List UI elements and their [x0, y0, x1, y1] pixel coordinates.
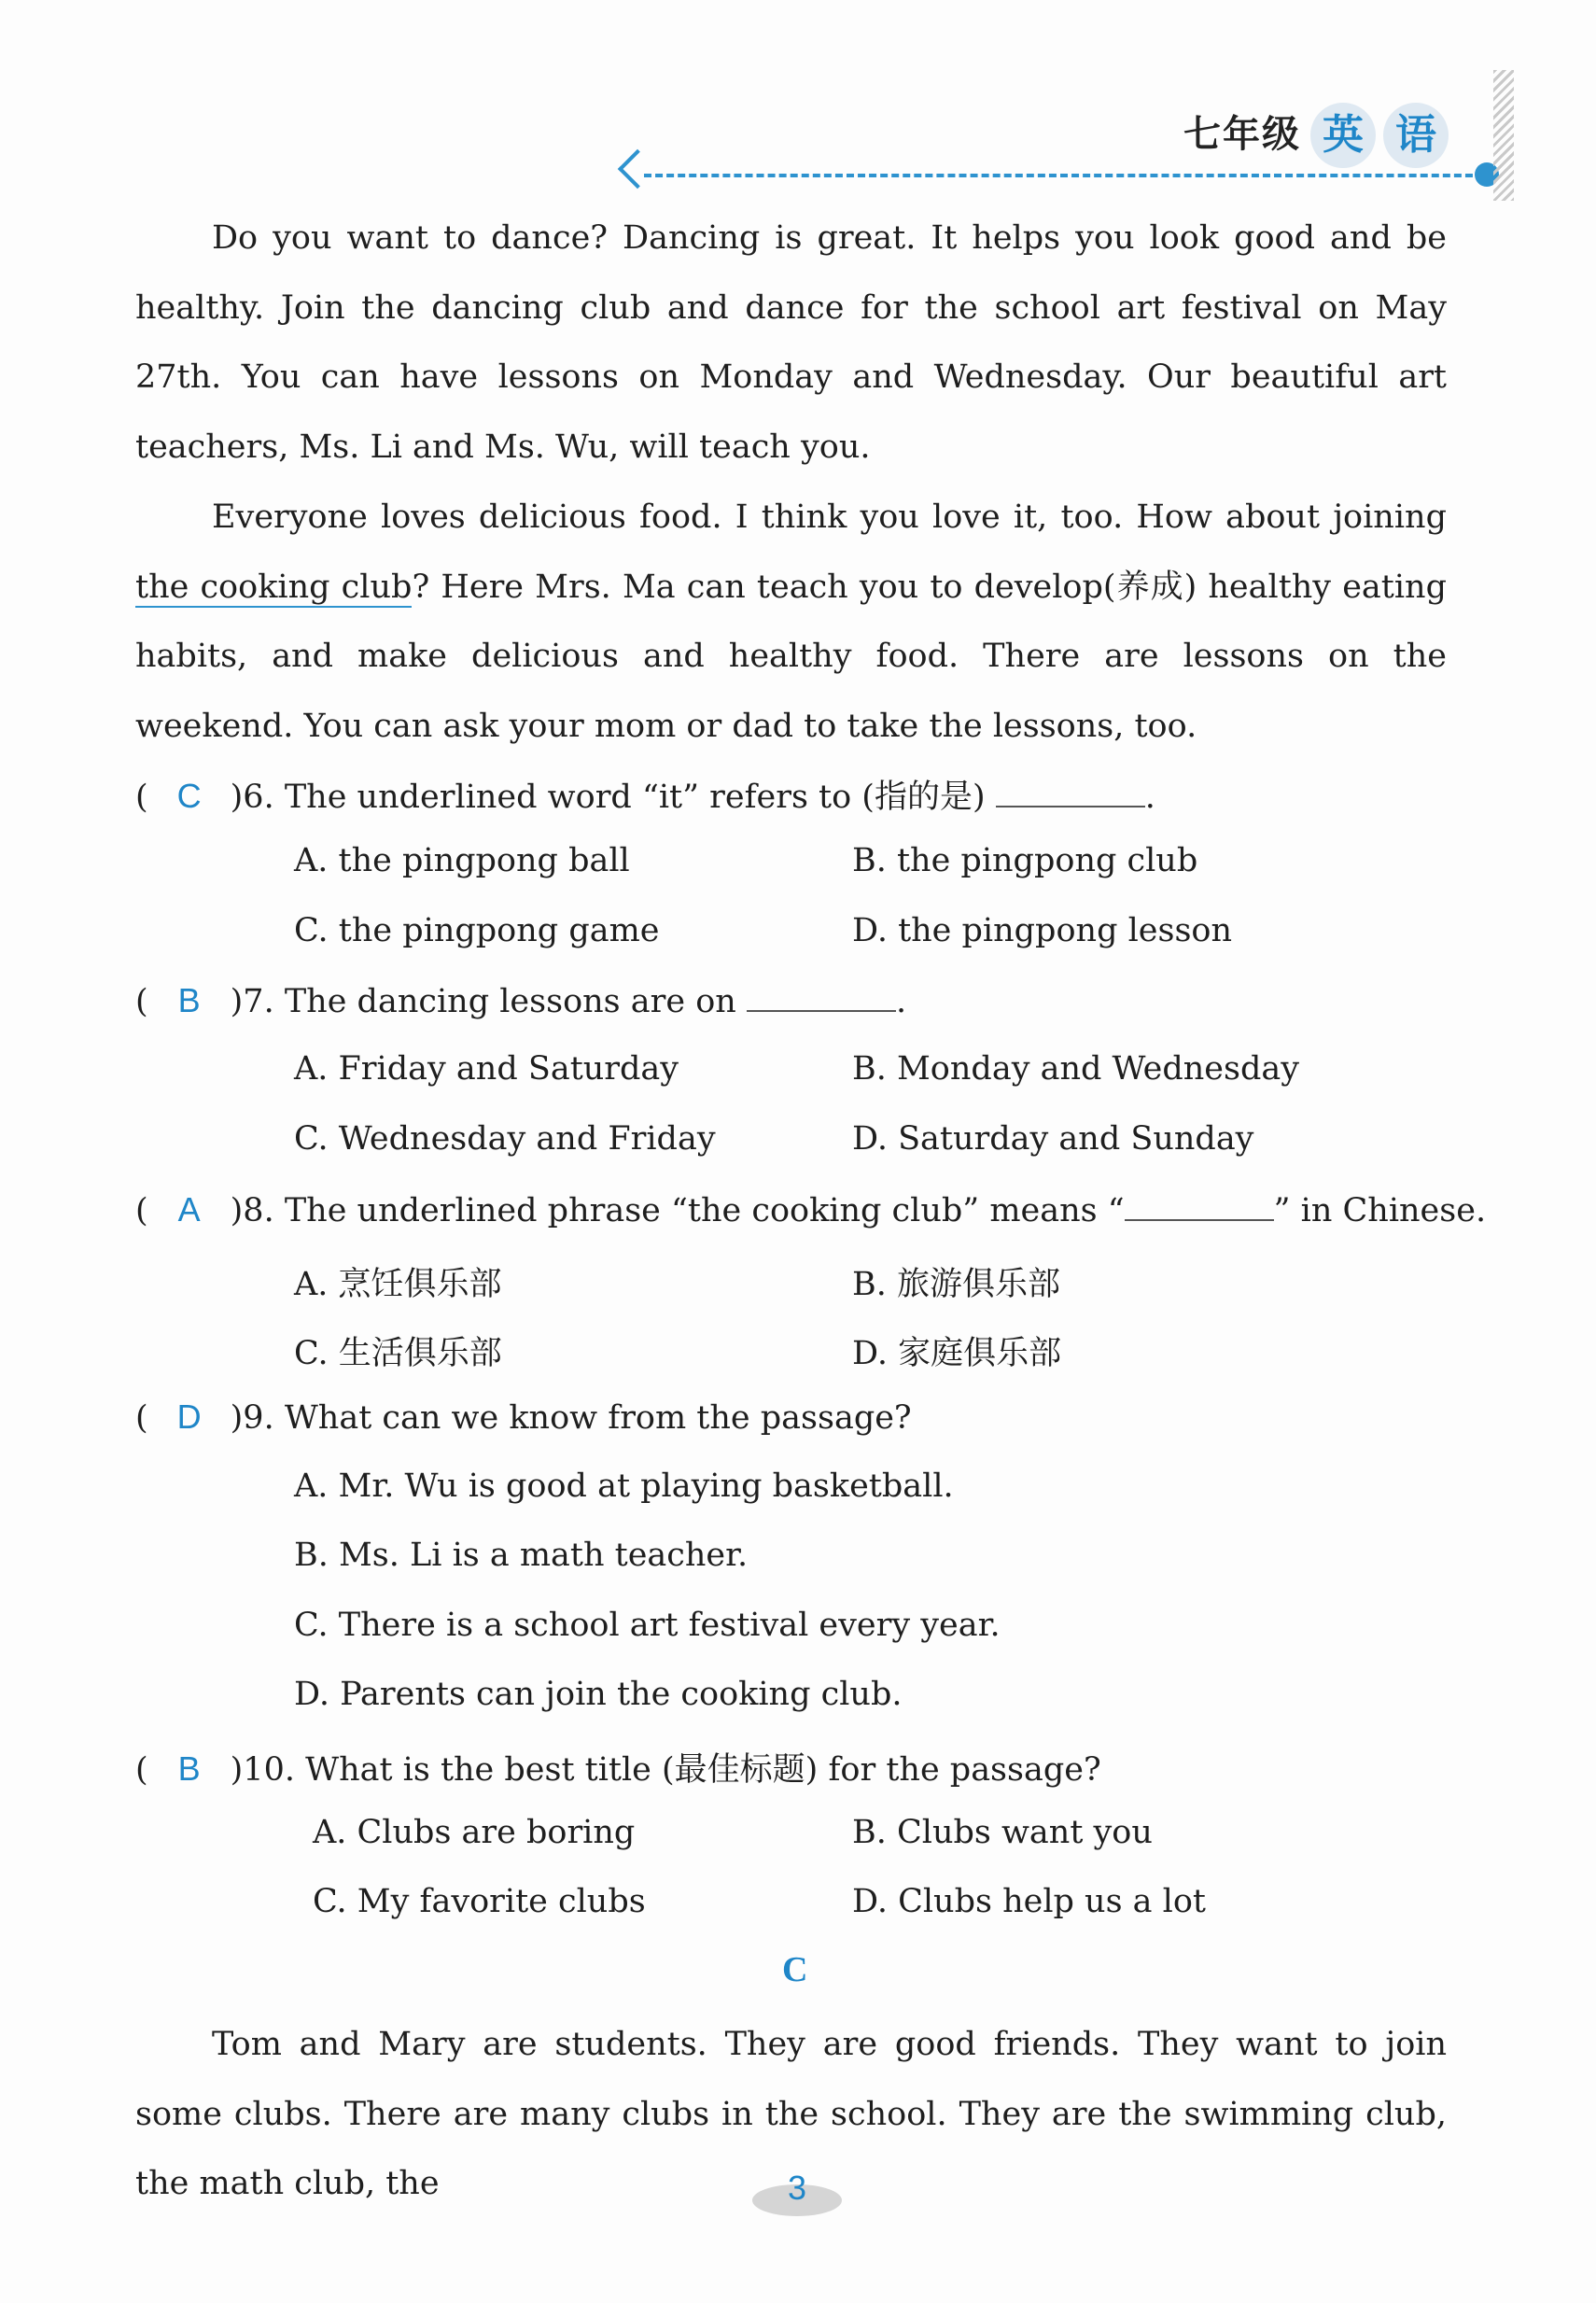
answer-blank: [1125, 1189, 1274, 1221]
option-b: B. Ms. Li is a math teacher.: [294, 1537, 749, 1574]
paren-open: (: [135, 1399, 148, 1437]
option-c: C. My favorite clubs: [313, 1883, 646, 1920]
header-arrow-icon: [618, 149, 657, 189]
question-10: [135, 1744, 1101, 1790]
answer-blank: [747, 980, 896, 1012]
option-c: C. There is a school art festival every year.: [294, 1607, 1001, 1644]
question-9: [135, 1397, 912, 1437]
paragraph-text-end: ? Here Mrs. Ma can teach you to develop(养成) healthy eating habits, and make delicious and healthy food. There are lessons on the weekend. You can ask your mom or dad to take the lessons, too.: [135, 568, 1447, 745]
option-b: B. Clubs want you: [852, 1814, 1153, 1851]
option-a: A. 烹饪俱乐部: [294, 1266, 502, 1303]
underlined-phrase: the cooking club: [135, 568, 413, 606]
option-c: C. Wednesday and Friday: [294, 1120, 716, 1158]
passage-paragraph-cooking: [135, 483, 1447, 761]
option-d: D. Parents can join the cooking club.: [294, 1676, 903, 1713]
paren-open: (: [135, 779, 148, 816]
option-d: D. 家庭俱乐部: [852, 1335, 1062, 1372]
question-stem: )7. The dancing lessons are on: [230, 983, 747, 1020]
answer-letter: B: [177, 1749, 201, 1788]
question-stem: )9. What can we know from the passage?: [230, 1399, 912, 1437]
header-grade: 七年级: [1183, 113, 1301, 156]
question-stem-end: .: [895, 983, 907, 1020]
option-b: B. Monday and Wednesday: [852, 1050, 1300, 1088]
answer-letter: B: [177, 981, 201, 1019]
answer-letter: D: [176, 1397, 202, 1436]
option-a: A. Clubs are boring: [313, 1814, 636, 1851]
question-stem: )6. The underlined word “it” refers to (指的是): [230, 779, 996, 816]
answer-blank: [996, 776, 1145, 807]
paren-open: (: [135, 1192, 148, 1229]
answer-letter: C: [176, 777, 202, 815]
question-8: [135, 1189, 1486, 1229]
option-b: B. 旅游俱乐部: [852, 1266, 1060, 1303]
passage-c-paragraph: Tom and Mary are students. They are good friends. They want to join some clubs. There are many clubs in the school. They are the swimming club, the math club, the: [135, 2026, 1447, 2202]
paren-open: (: [135, 1751, 148, 1789]
paren-open: (: [135, 983, 148, 1020]
option-b: B. the pingpong club: [852, 842, 1198, 879]
option-a: A. Friday and Saturday: [294, 1050, 679, 1088]
question-6: [135, 771, 1155, 818]
page-number: 3: [787, 2169, 807, 2207]
section-heading-c: C: [782, 1950, 808, 1989]
option-c: C. 生活俱乐部: [294, 1335, 502, 1372]
option-d: D. Clubs help us a lot: [852, 1883, 1207, 1920]
header-subject-char-1: 英: [1310, 103, 1376, 168]
option-c: C. the pingpong game: [294, 912, 660, 949]
passage-paragraph-dancing: Do you want to dance? Dancing is great. It helps you look good and be healthy. Join the dancing club and dance for the school art festival on May 27th. You can have lessons on Monday and Wednesday. Our beautiful art teachers, Ms. Li and Ms. Wu, will teach you.: [135, 219, 1447, 466]
question-stem-end: .: [1144, 779, 1155, 816]
question-stem: )10. What is the best title (最佳标题) for the passage?: [230, 1751, 1101, 1789]
answer-letter: A: [177, 1190, 201, 1229]
header-stripes-decoration: [1493, 70, 1514, 201]
question-stem: )8. The underlined phrase “the cooking club” means “: [230, 1192, 1125, 1229]
option-d: D. the pingpong lesson: [852, 912, 1233, 949]
paragraph-text-start: Everyone loves delicious food. I think you love it, too. How about joining: [212, 499, 1447, 536]
header-subject-char-2: 语: [1383, 103, 1449, 168]
question-stem-end: ” in Chinese.: [1273, 1192, 1487, 1229]
question-7: [135, 980, 906, 1020]
option-d: D. Saturday and Sunday: [852, 1120, 1254, 1158]
option-a: A. Mr. Wu is good at playing basketball.: [294, 1467, 954, 1505]
header-dashed-rule: [644, 174, 1484, 177]
option-a: A. the pingpong ball: [294, 842, 630, 879]
